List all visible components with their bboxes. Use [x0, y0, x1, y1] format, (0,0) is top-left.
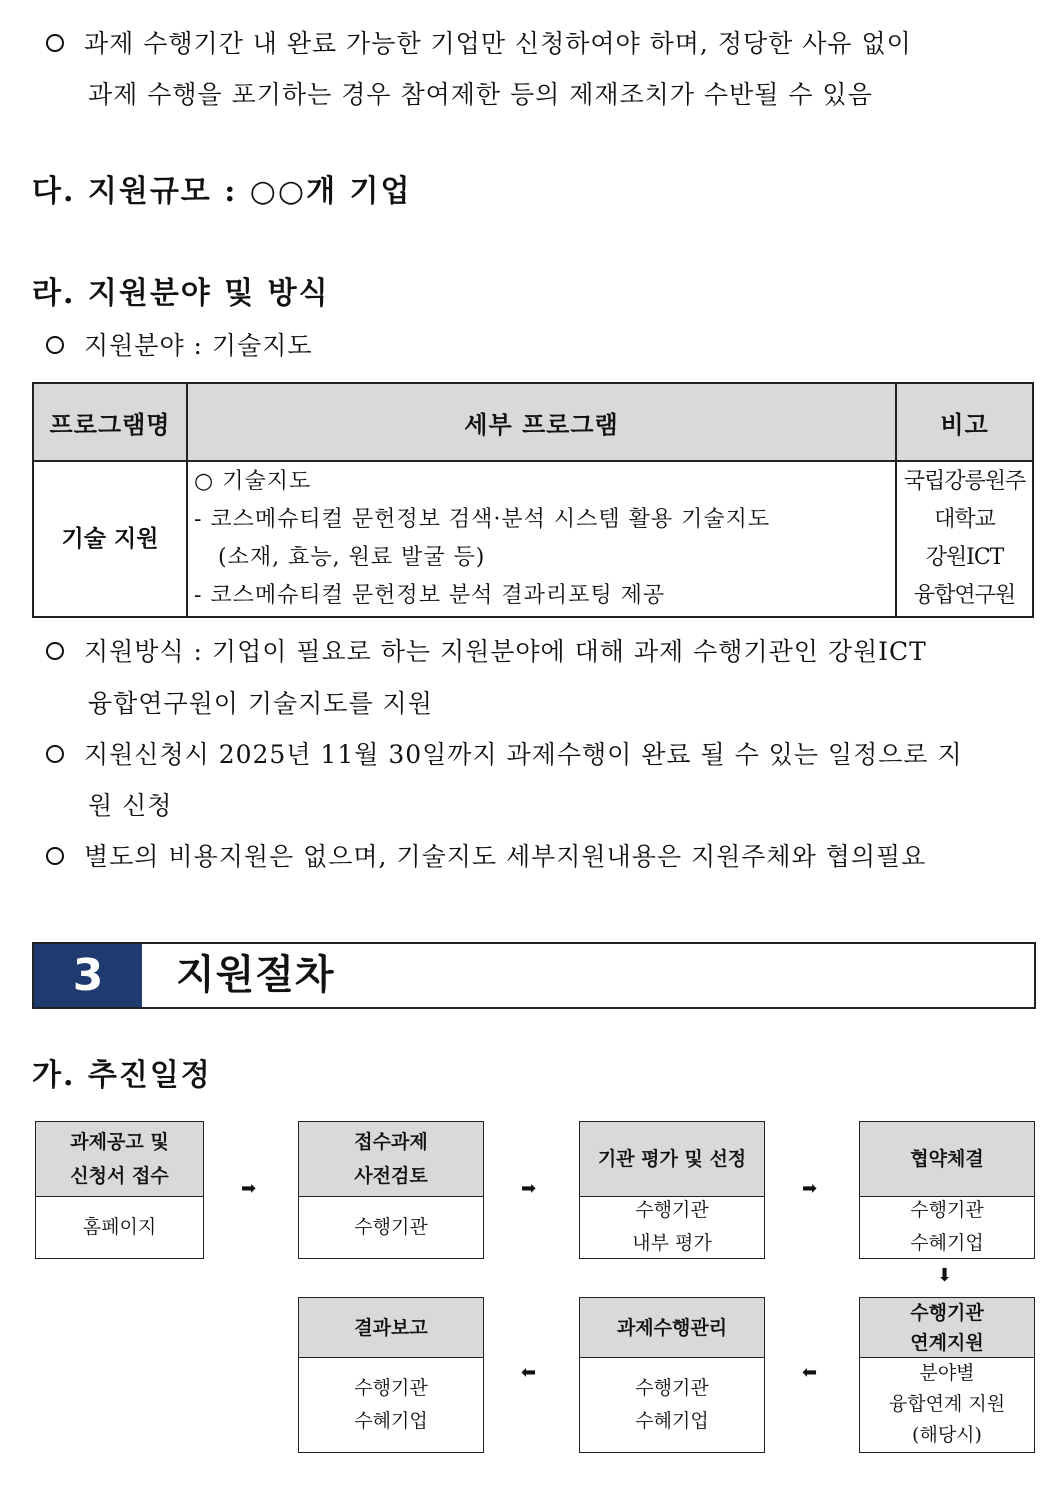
intro-bullet-line1 [46, 24, 912, 60]
flow-step-1-body [36, 1197, 203, 1257]
table-row [33, 461, 1033, 617]
arrow-right-icon: ➡ [802, 1178, 818, 1199]
cost-bullet [46, 837, 926, 873]
flow-body-line: 수혜기업 [910, 1232, 984, 1254]
detail-line: ○ 기술지도 [194, 469, 312, 494]
flow-body-line: 융합연계 지원 [888, 1393, 1006, 1415]
flow-body-line: 수행기관 [910, 1199, 984, 1221]
section-da-title: 다. 지원규모 : ○○개 기업 [32, 174, 412, 209]
apply-text-2: 원 신청 [88, 791, 173, 820]
note-line: 국립강릉원주 [903, 469, 1026, 494]
field-bullet-text: 지원분야 : 기술지도 [84, 331, 313, 360]
flow-title-line: 결과보고 [354, 1316, 428, 1339]
flow-step-4 [859, 1121, 1035, 1259]
section-3-banner [32, 942, 1036, 1009]
flow-step-3-body [580, 1197, 764, 1257]
header-program-name: 프로그램명 [33, 383, 187, 461]
method-text-2: 융합연구원이 기술지도를 지원 [88, 689, 433, 718]
section-ra-title: 라. 지원분야 및 방식 [32, 276, 330, 311]
arrow-right-icon: ➡ [241, 1178, 257, 1199]
section-title: 지원절차 [176, 952, 335, 998]
detail-line: - 코스메슈티컬 문헌정보 분석 결과리포팅 제공 [194, 583, 666, 608]
flow-title-line: 수행기관 [910, 1301, 984, 1324]
flow-body-line: 홈페이지 [82, 1215, 157, 1238]
flow-title-line: 협약체결 [910, 1148, 984, 1170]
flow-step-4-title [860, 1122, 1034, 1197]
field-bullet [46, 326, 313, 362]
bullet-circle-icon [46, 847, 64, 865]
flow-title-line: 연계지원 [910, 1331, 984, 1354]
flow-step-5-title [860, 1298, 1034, 1358]
cost-text-1: 별도의 비용지원은 없으며, 기술지도 세부지원내용은 지원주체와 협의필요 [84, 842, 927, 871]
flow-step-7-body [299, 1358, 483, 1451]
arrow-down-icon: ⬇ [937, 1265, 953, 1286]
flow-step-2 [298, 1121, 484, 1259]
flow-step-3 [579, 1121, 765, 1259]
program-name-cell: 기술 지원 [33, 461, 187, 617]
flow-step-5 [859, 1297, 1035, 1453]
flow-step-4-body [860, 1197, 1034, 1257]
flow-title-line: 기관 평가 및 선정 [597, 1148, 747, 1170]
flow-body-line: 수행기관 [354, 1376, 428, 1399]
flow-body-line: 내부 평가 [632, 1232, 712, 1254]
bullet-circle-icon [46, 336, 64, 354]
flow-body-line: (해당시) [912, 1424, 982, 1446]
flow-step-2-title [299, 1122, 483, 1197]
intro-text-1: 과제 수행기간 내 완료 가능한 기업만 신청하여야 하며, 정당한 사유 없이 [84, 29, 912, 58]
flow-step-7 [298, 1297, 484, 1453]
note-line: 융합연구원 [913, 583, 1016, 608]
flow-step-3-title [580, 1122, 764, 1197]
flow-body-line: 수혜기업 [354, 1409, 428, 1432]
flow-step-7-title [299, 1298, 483, 1358]
program-detail-cell [187, 461, 896, 617]
note-line: 강원ICT [925, 545, 1004, 570]
flow-step-5-body [860, 1358, 1034, 1451]
flow-step-1-title [36, 1122, 203, 1197]
apply-bullet [46, 735, 963, 771]
bullet-circle-icon [46, 745, 64, 763]
flow-step-6-body [580, 1358, 764, 1451]
flow-step-6 [579, 1297, 765, 1453]
flow-body-line: 수행기관 [635, 1199, 709, 1221]
header-note: 비고 [896, 383, 1033, 461]
flow-body-line: 분야별 [919, 1362, 975, 1384]
flow-step-6-title [580, 1298, 764, 1358]
section-number: 3 [34, 944, 142, 1007]
flow-title-line: 과제수행관리 [616, 1316, 728, 1339]
flow-title-line: 사전검토 [354, 1165, 428, 1187]
program-table [32, 382, 1034, 618]
method-bullet [46, 632, 927, 668]
flow-title-line: 신청서 접수 [70, 1165, 169, 1187]
flow-body-line: 수행기관 [635, 1376, 709, 1399]
arrow-right-icon: ➡ [521, 1178, 537, 1199]
flow-body-line: 수행기관 [354, 1215, 428, 1238]
arrow-left-icon: ⬅ [802, 1362, 818, 1383]
method-text-1: 지원방식 : 기업이 필요로 하는 지원분야에 대해 과제 수행기관인 강원ICT [84, 637, 927, 666]
arrow-left-icon: ⬅ [521, 1362, 537, 1383]
program-note-cell [896, 461, 1033, 617]
detail-line: (소재, 효능, 원료 발굴 등) [218, 545, 486, 570]
header-detail: 세부 프로그램 [187, 383, 896, 461]
flow-step-2-body [299, 1197, 483, 1257]
flow-title-line: 과제공고 및 [70, 1131, 169, 1153]
bullet-circle-icon [46, 34, 64, 52]
table-header-row [33, 383, 1033, 461]
apply-text-1: 지원신청시 2025년 11월 30일까지 과제수행이 완료 될 수 있는 일정으로 지 [84, 740, 963, 769]
schedule-title: 가. 추진일정 [32, 1058, 212, 1093]
detail-line: - 코스메슈티컬 문헌정보 검색·분석 시스템 활용 기술지도 [194, 507, 771, 532]
flow-step-1 [35, 1121, 204, 1259]
intro-bullet-line2: 과제 수행을 포기하는 경우 참여제한 등의 제재조치가 수반될 수 있음 [88, 80, 873, 109]
flow-body-line: 수혜기업 [635, 1409, 709, 1432]
bullet-circle-icon [46, 642, 64, 660]
note-line: 대학교 [934, 507, 995, 532]
flow-title-line: 접수과제 [354, 1131, 428, 1153]
